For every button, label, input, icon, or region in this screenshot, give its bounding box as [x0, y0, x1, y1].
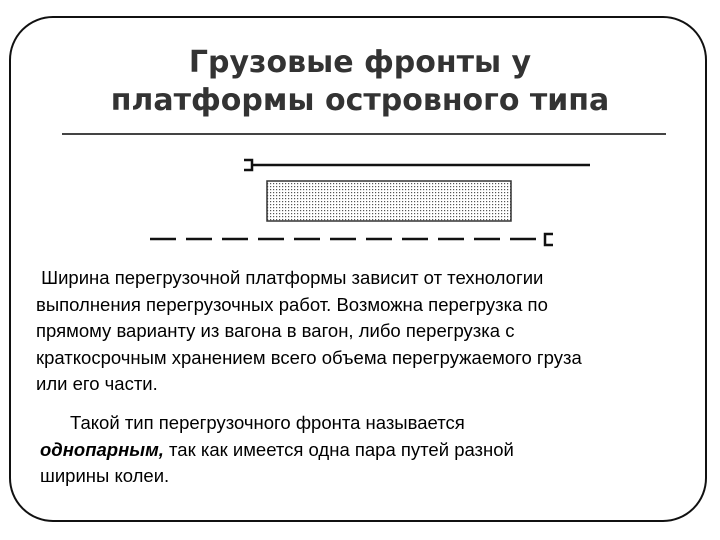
paragraph2-line-1: [40, 410, 690, 437]
paragraph1-line: Ширина перегрузочной платформы зависит от технологии: [36, 267, 544, 288]
track-buffer-stop-left: [244, 160, 252, 170]
track-buffer-stop-right: [545, 234, 553, 245]
title-line-1: Грузовые фронты у: [188, 45, 532, 80]
title-line-2: платформы островного типа: [110, 83, 610, 118]
paragraph2-line-3: ширины колеи.: [40, 465, 170, 486]
paragraph2-line2-text: так как имеется одна пара путей разной: [163, 438, 514, 460]
paragraph1-line: краткосрочным хранением всего объема перегружаемого груза: [36, 346, 582, 368]
paragraph-platform-width: [36, 265, 696, 398]
paragraph1-line: выполнения перегрузочных работ. Возможна перегрузка по: [36, 293, 548, 315]
platform-diagram: [0, 0, 720, 260]
paragraph1-line: или его части.: [36, 373, 158, 394]
upper-track: [244, 160, 590, 170]
paragraph2-line1-text: Такой тип перегрузочного фронта называется: [70, 412, 465, 433]
paragraph-front-type: [40, 410, 690, 490]
platform-hatched-rect: [267, 181, 511, 221]
lower-track: [150, 234, 553, 245]
term-single-pair: однопарным,: [40, 438, 164, 460]
paragraph2-line-2: [40, 437, 690, 464]
paragraph1-line: прямому варианту из вагона в вагон, либо перегрузка с: [36, 320, 515, 341]
